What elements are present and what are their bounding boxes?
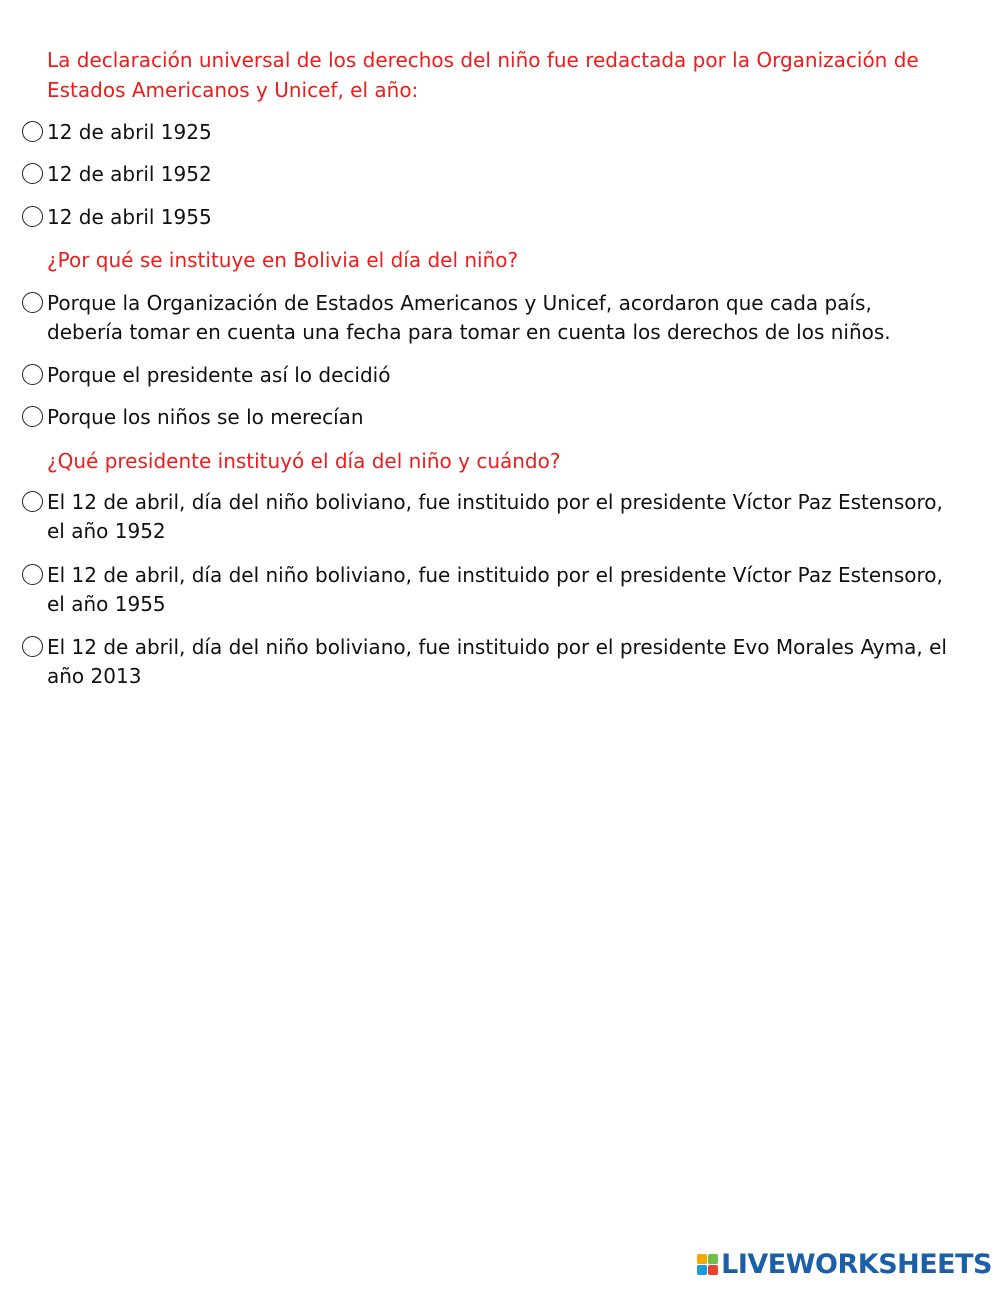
option-label: Porque el presidente así lo decidió [47, 363, 391, 387]
option-label: Porque la Organización de Estados Americanos y Unicef, acordaron que cada país, debería tomar en cuenta una fecha para tomar en cuenta los derechos de los niños. [47, 291, 891, 344]
logo-text: LIVEWORKSHEETS [721, 1248, 992, 1280]
radio-button[interactable] [22, 163, 43, 184]
radio-button[interactable] [22, 636, 43, 657]
option-label: 12 de abril 1952 [47, 162, 212, 186]
logo-square-1 [697, 1254, 707, 1264]
liveworksheets-logo [697, 1249, 992, 1279]
logo-square-3 [697, 1265, 707, 1275]
question-1-option-2[interactable] [22, 160, 952, 189]
logo-square-2 [708, 1254, 718, 1264]
option-label: El 12 de abril, día del niño boliviano, fue instituido por el presidente Víctor Paz Estensoro, el año 1952 [47, 490, 943, 543]
question-2-option-2[interactable] [22, 361, 952, 390]
question-1-text: La declaración universal de los derechos del niño fue redactada por la Organización de Estados Americanos y Unicef, el año: [47, 48, 919, 102]
question-3-option-2[interactable] [22, 561, 952, 619]
radio-button[interactable] [22, 121, 43, 142]
radio-button[interactable] [22, 292, 43, 313]
logo-square-4 [708, 1265, 718, 1275]
option-label: El 12 de abril, día del niño boliviano, fue instituido por el presidente Víctor Paz Estensoro, el año 1955 [47, 563, 943, 616]
radio-button[interactable] [22, 491, 43, 512]
logo-icon [697, 1254, 718, 1275]
question-3-option-3[interactable] [22, 633, 952, 691]
option-label: 12 de abril 1955 [47, 205, 212, 229]
question-2-text: ¿Por qué se instituye en Bolivia el día del niño? [47, 248, 519, 272]
option-label: El 12 de abril, día del niño boliviano, fue instituido por el presidente Evo Morales Ayma, el año 2013 [47, 635, 947, 688]
question-3-option-1[interactable] [22, 488, 952, 546]
option-label: 12 de abril 1925 [47, 120, 212, 144]
question-1-option-1[interactable] [22, 118, 952, 147]
question-3-text: ¿Qué presidente instituyó el día del niño y cuándo? [47, 449, 561, 473]
radio-button[interactable] [22, 406, 43, 427]
question-1-option-3[interactable] [22, 203, 952, 232]
radio-button[interactable] [22, 364, 43, 385]
radio-button[interactable] [22, 206, 43, 227]
question-2-option-1[interactable] [22, 289, 952, 347]
radio-button[interactable] [22, 564, 43, 585]
option-label: Porque los niños se lo merecían [47, 405, 364, 429]
question-2-option-3[interactable] [22, 403, 952, 432]
